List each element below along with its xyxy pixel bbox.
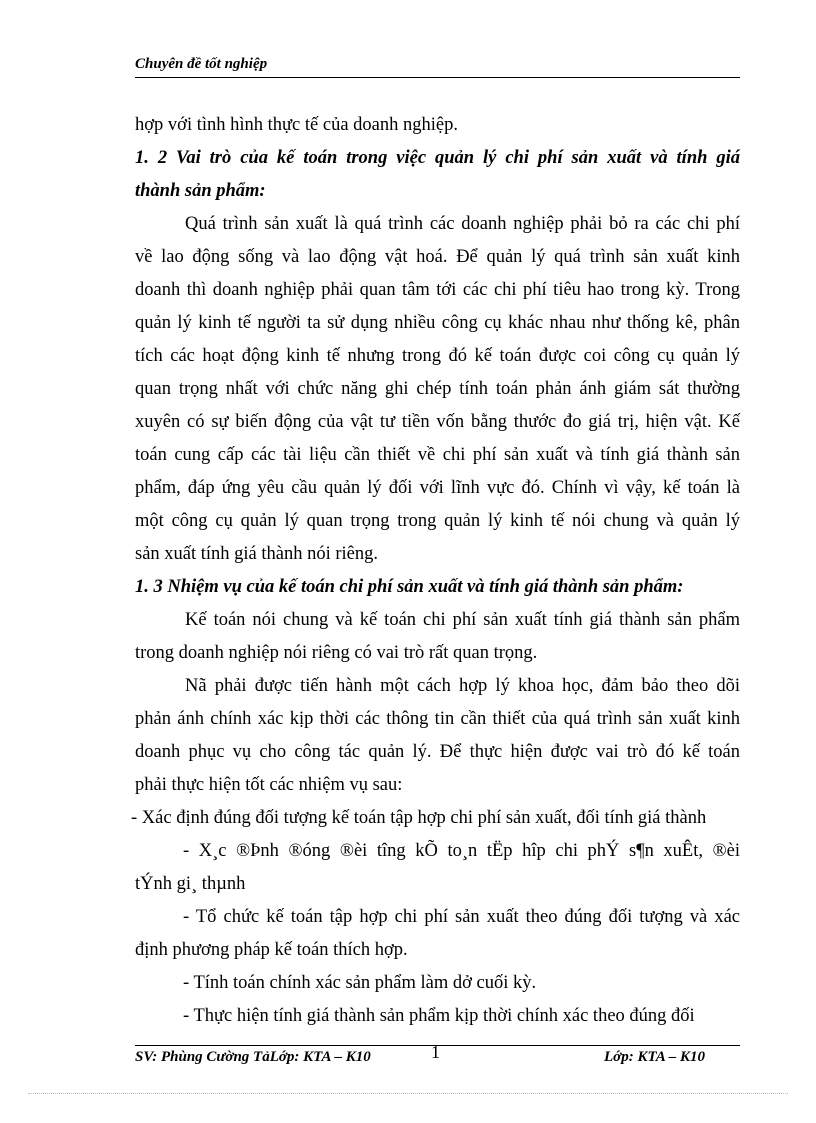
body-text [131, 109, 740, 1033]
page-number: 1 [431, 1042, 440, 1062]
list-item: - Tính toán chính xác sản phẩm làm dở cuối kỳ. [183, 973, 537, 993]
paragraph-line: doanh thì doanh nghiệp phải quan tâm tới các chi phí tiêu hao trong kỳ. Trong [135, 280, 740, 300]
page-edge-divider [28, 1093, 788, 1094]
list-item: - Xác định đúng đối tượng kế toán tập hợp chi phí sản xuất, đối tính giá thành [131, 808, 707, 828]
header-title: Chuyên đề tốt nghiệp [135, 56, 268, 72]
list-item: - Thực hiện tính giá thành sản phẩm kịp thời chính xác theo đúng đối [183, 1006, 695, 1026]
paragraph-line: doanh phục vụ cho công tác quản lý. Để thực hiện được vai trò đó kế toán [135, 742, 740, 762]
footer-student-info: SV: Phùng Cường TảLớp: KTA – K10 [135, 1049, 371, 1065]
paragraph-line: Quá trình sản xuất là quá trình các doanh nghiệp phải bỏ ra các chi phí [185, 214, 740, 234]
header-divider [135, 77, 740, 78]
paragraph-line: sản xuất tính giá thành nói riêng. [135, 544, 379, 564]
list-item: - X¸c ®Þnh ®óng ®èi tîng kÕ to¸n tËp hîp chi phÝ s¶n xuÊt, ®èi [183, 841, 740, 861]
paragraph-line: hợp với tình hình thực tế của doanh nghiệp. [135, 115, 458, 135]
paragraph-line: một công cụ quản lý quan trọng trong quản lý kinh tế nói chung và quản lý [135, 511, 740, 531]
list-item-continuation: tÝnh gi¸ thµnh [135, 874, 246, 894]
paragraph-line: toán cung cấp các tài liệu cần thiết về chi phí sản xuất và tính giá thành sản [135, 445, 740, 465]
paragraph-line: phản ánh chính xác kịp thời các thông tin cần thiết của quá trình sản xuất kinh [135, 709, 740, 729]
paragraph-line: xuyên có sự biến động của vật tư tiền vốn bằng thước đo giá trị, hiện vật. Kế [135, 412, 740, 432]
section-heading: thành sản phẩm: [135, 181, 266, 201]
list-item: - Tổ chức kế toán tập hợp chi phí sản xuất theo đúng đối tượng và xác [183, 907, 740, 927]
paragraph-line: tích các hoạt động kinh tế nhưng trong đó kế toán được coi công cụ quản lý [135, 346, 740, 366]
section-heading: 1. 3 Nhiệm vụ của kế toán chi phí sản xuất và tính giá thành sản phẩm: [135, 577, 684, 597]
paragraph-line: phẩm, đáp ứng yêu cầu quản lý đối với lĩnh vực đó. Chính vì vậy, kế toán là [135, 478, 740, 498]
paragraph-line: Kế toán nói chung và kế toán chi phí sản xuất tính giá thành sản phẩm [185, 610, 740, 630]
paragraph-line: quan trọng nhất với chức năng ghi chép tính toán phản ánh giám sát thường [135, 379, 740, 399]
section-heading: 1. 2 Vai trò của kế toán trong việc quản lý chi phí sản xuất và tính giá [135, 148, 740, 168]
paragraph-line: trong doanh nghiệp nói riêng có vai trò rất quan trọng. [135, 643, 538, 663]
paragraph-line: Nã phải được tiến hành một cách hợp lý khoa học, đảm bảo theo dõi [185, 676, 740, 696]
list-item-continuation: định phương pháp kế toán thích hợp. [135, 940, 408, 960]
paragraph-line: phải thực hiện tốt các nhiệm vụ sau: [135, 775, 403, 795]
paragraph-line: quản lý kinh tế người ta sử dụng nhiều công cụ khác nhau như thống kê, phân [135, 313, 740, 333]
paragraph-line: về lao động sống và lao động vật hoá. Để quản lý quá trình sản xuất kinh [135, 247, 740, 267]
footer-class-info: Lớp: KTA – K10 [604, 1049, 705, 1065]
